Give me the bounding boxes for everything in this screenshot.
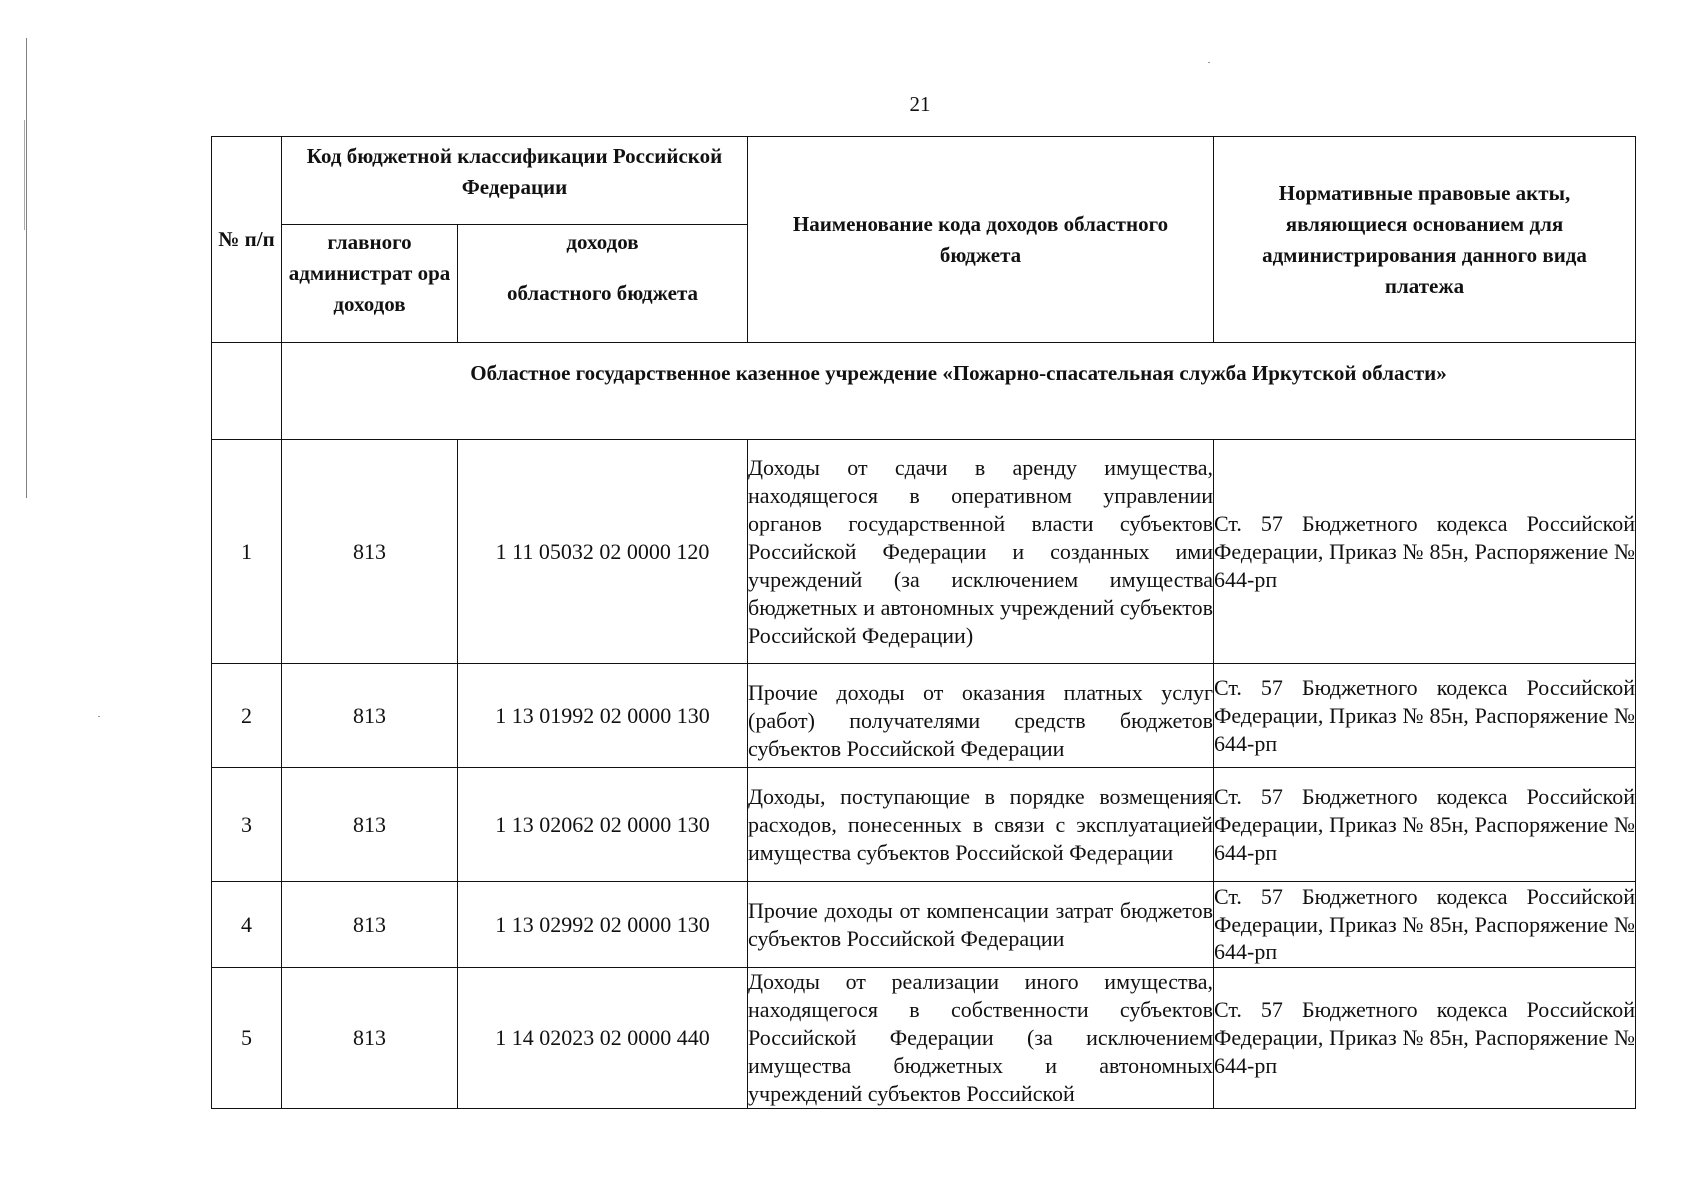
table-row bbox=[212, 968, 1636, 1109]
section-row bbox=[212, 343, 1636, 440]
header-legal-acts: Нормативные правовые акты, являющиеся основанием для администрирования данного вида платежа bbox=[1214, 137, 1636, 343]
row-legal-acts: Ст. 57 Бюджетного кодекса Российской Федерации, Приказ № 85н, Распоряжение № 644-рп bbox=[1214, 882, 1636, 968]
table-row bbox=[212, 664, 1636, 768]
row-income-name: Прочие доходы от компенсации затрат бюджетов субъектов Российской Федерации bbox=[748, 882, 1214, 968]
row-income-code: 1 11 05032 02 0000 120 bbox=[458, 440, 748, 664]
table-header-row bbox=[212, 137, 1636, 225]
row-admin-code: 813 bbox=[282, 768, 458, 882]
row-number: 2 bbox=[212, 664, 282, 768]
table-row bbox=[212, 882, 1636, 968]
row-legal-acts: Ст. 57 Бюджетного кодекса Российской Федерации, Приказ № 85н, Распоряжение № 644-рп bbox=[1214, 664, 1636, 768]
table-row bbox=[212, 440, 1636, 664]
row-legal-acts: Ст. 57 Бюджетного кодекса Российской Федерации, Приказ № 85н, Распоряжение № 644-рп bbox=[1214, 968, 1636, 1109]
row-income-code: 1 13 02062 02 0000 130 bbox=[458, 768, 748, 882]
row-income-code: 1 13 01992 02 0000 130 bbox=[458, 664, 748, 768]
scan-edge-mark bbox=[24, 120, 25, 230]
row-number: 1 bbox=[212, 440, 282, 664]
header-income-code bbox=[458, 225, 748, 343]
header-income-code-line1: доходов bbox=[566, 230, 639, 254]
row-income-name: Прочие доходы от оказания платных услуг (работ) получателями средств бюджетов субъектов Российской Федерации bbox=[748, 664, 1214, 768]
section-empty-cell bbox=[212, 343, 282, 440]
section-title: Областное государственное казенное учреждение «Пожарно-спасательная служба Иркутской области» bbox=[282, 343, 1636, 440]
row-income-code: 1 13 02992 02 0000 130 bbox=[458, 882, 748, 968]
row-income-code: 1 14 02023 02 0000 440 bbox=[458, 968, 748, 1109]
row-number: 5 bbox=[212, 968, 282, 1109]
header-chief-administrator: главного администрат ора доходов bbox=[282, 225, 458, 343]
header-num: № п/п bbox=[212, 137, 282, 343]
scan-dust bbox=[1208, 62, 1210, 63]
scan-dust bbox=[98, 716, 100, 717]
row-legal-acts: Ст. 57 Бюджетного кодекса Российской Федерации, Приказ № 85н, Распоряжение № 644-рп bbox=[1214, 768, 1636, 882]
row-income-name: Доходы от реализации иного имущества, находящегося в собственности субъектов Российской Федерации (за исключением имущества бюджетных и автономных учреждений субъектов Российской bbox=[748, 968, 1214, 1109]
revenue-codes-table bbox=[211, 136, 1636, 1109]
page-number: 21 bbox=[909, 92, 931, 116]
header-income-name: Наименование кода доходов областного бюджета bbox=[748, 137, 1214, 343]
row-admin-code: 813 bbox=[282, 664, 458, 768]
row-income-name: Доходы, поступающие в порядке возмещения расходов, понесенных в связи с эксплуатацией имущества субъектов Российской Федерации bbox=[748, 768, 1214, 882]
scan-edge-mark bbox=[26, 38, 27, 498]
row-income-name: Доходы от сдачи в аренду имущества, находящегося в оперативном управлении органов государственной власти субъектов Российской Федерации и созданных ими учреждений (за исключением имущества бюджетных и автономных учреждений субъектов Российской Федерации) bbox=[748, 440, 1214, 664]
table-row bbox=[212, 768, 1636, 882]
header-income-code-line2: областного бюджета bbox=[506, 281, 699, 305]
row-number: 4 bbox=[212, 882, 282, 968]
header-kbk-group: Код бюджетной классификации Российской Федерации bbox=[282, 137, 748, 225]
row-admin-code: 813 bbox=[282, 440, 458, 664]
row-admin-code: 813 bbox=[282, 882, 458, 968]
row-legal-acts: Ст. 57 Бюджетного кодекса Российской Федерации, Приказ № 85н, Распоряжение № 644-рп bbox=[1214, 440, 1636, 664]
row-number: 3 bbox=[212, 768, 282, 882]
row-admin-code: 813 bbox=[282, 968, 458, 1109]
